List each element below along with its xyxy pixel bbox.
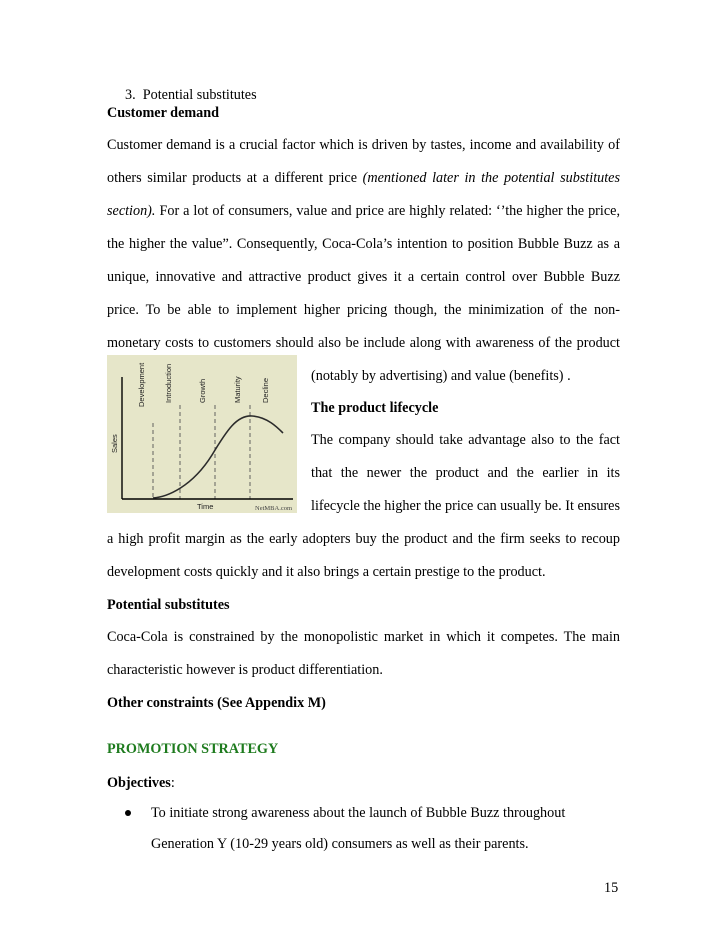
objectives-colon: : [170,775,175,791]
stage-label-maturity: Maturity [233,376,242,403]
product-lifecycle-figure [107,355,297,513]
para2-line1: The company should take advantage also to the fact [311,432,620,448]
para2-line5: development costs quickly and it also brings a certain prestige to the product. [107,564,546,580]
list-number: 3. [125,87,136,103]
para1-line8: (notably by advertising) and value (benefits) . [311,368,571,384]
heading-potential-substitutes: Potential substitutes [107,597,230,613]
heading-other-constraints: Other constraints (See Appendix M) [107,695,326,711]
page-number: 15 [604,880,619,896]
bullet-line2: Generation Y (10-29 years old) consumers as well as their parents. [151,836,529,852]
list-text: Potential substitutes [142,87,257,103]
stage-label-development: Development [137,362,146,407]
lifecycle-chart [107,355,297,513]
axis-label-time: Time [197,502,214,511]
para1-line3-italic: section). [107,203,156,219]
heading-customer-demand: Customer demand [107,105,220,121]
heading-product-lifecycle: The product lifecycle [311,400,439,416]
para1-line5: unique, innovative and attractive product gives it a certain control over Bubble Buzz [107,269,620,285]
list-item-3 [125,87,638,104]
objectives-label-line [107,775,620,792]
objectives-label: Objectives [107,775,171,791]
bullet-line1: To initiate strong awareness about the launch of Bubble Buzz throughout [151,805,566,821]
para3-line1: Coca-Cola is constrained by the monopolistic market in which it competes. The main [107,629,620,645]
para1-line4: the higher the value”. Consequently, Coca-Cola’s intention to position Bubble Buzz as a [107,236,620,252]
para1-line3 [107,203,620,220]
para1-line6: price. To be able to implement higher pricing though, the minimization of the non- [107,302,620,318]
para1-line2 [107,170,620,187]
stage-label-introduction: Introduction [164,363,173,403]
heading-promotion-strategy: PROMOTION STRATEGY [107,741,279,757]
para2-line2: that the newer the product and the earlier in its [311,465,620,481]
para3-line2: characteristic however is product differentiation. [107,662,383,678]
para2-line3: lifecycle the higher the price can usually be. It ensures [311,498,620,514]
para1-line7: monetary costs to customers should also be include along with awareness of the product [107,335,620,351]
para1-line2-text: others similar products at a different price [107,170,363,186]
stage-label-decline: Decline [261,377,270,403]
stage-label-growth: Growth [198,378,207,403]
bullet-icon [125,810,131,816]
para1-line2-italic: (mentioned later in the potential substitutes [362,170,620,186]
para2-line4: a high profit margin as the early adopters buy the product and the firm seeks to recoup [107,531,620,547]
figure-credit: NetMBA.com [255,505,293,512]
axis-label-sales: Sales [110,434,119,453]
para1-line1: Customer demand is a crucial factor which is driven by tastes, income and availability of [107,137,620,153]
para1-line3-text: For a lot of consumers, value and price are highly related: ‘’the higher the price, [155,203,620,219]
